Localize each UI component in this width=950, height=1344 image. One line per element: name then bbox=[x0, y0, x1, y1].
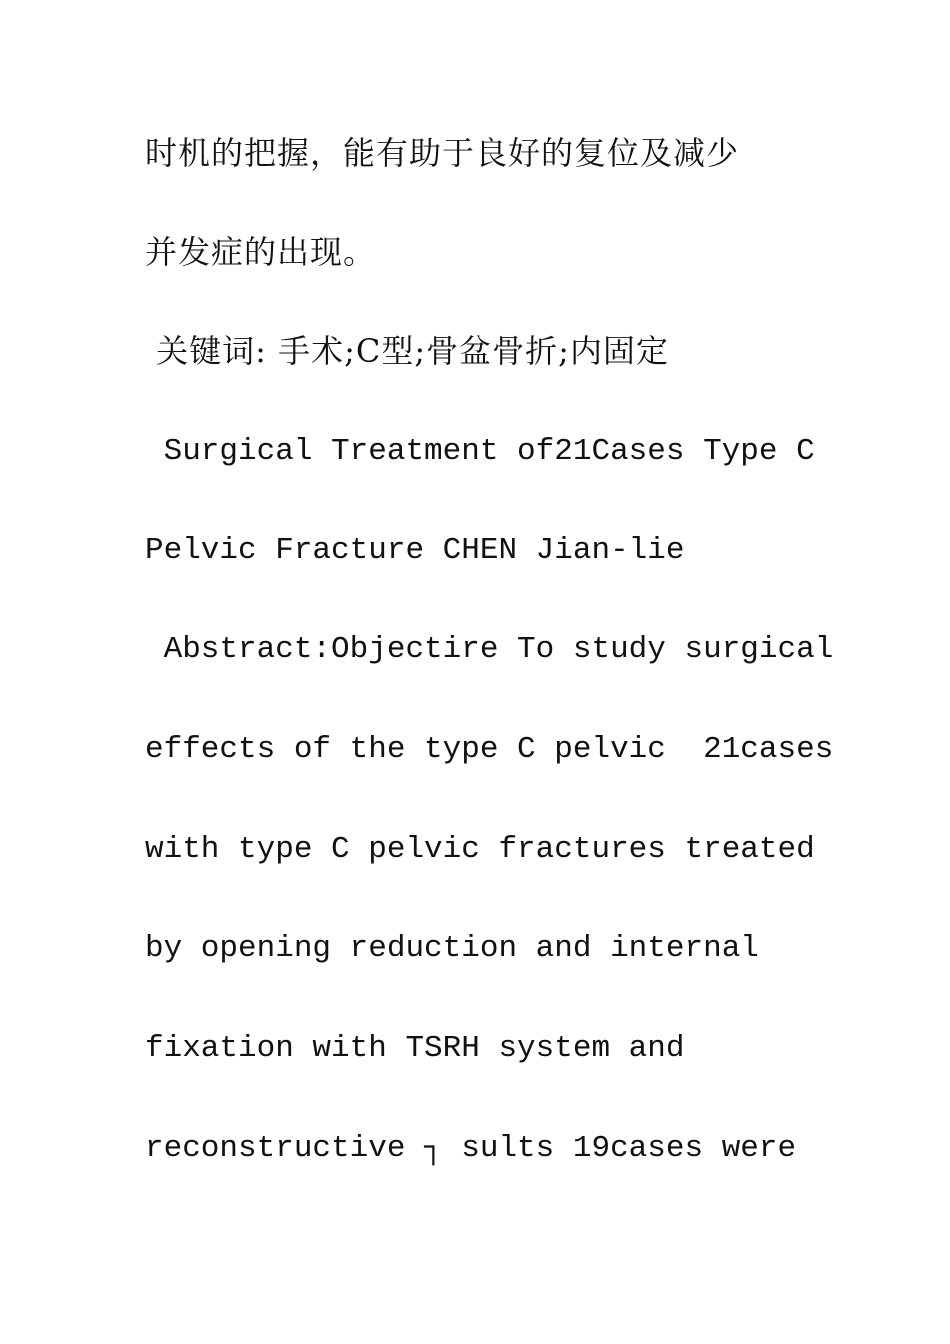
body-text-line-2: 并发症的出现。 bbox=[145, 233, 377, 271]
english-title-line-2: Pelvic Fracture CHEN Jian-lie bbox=[145, 533, 685, 568]
keywords-line: 关键词: 手术;C型;骨盆骨折;内固定 bbox=[145, 332, 669, 370]
abstract-line-3: with type C pelvic fractures treated bbox=[145, 832, 815, 867]
body-text-line-1: 时机的把握，能有助于良好的复位及减少 bbox=[145, 134, 740, 172]
abstract-line-4: by opening reduction and internal bbox=[145, 931, 759, 966]
english-title-line-1: Surgical Treatment of21Cases Type C bbox=[145, 434, 815, 469]
abstract-line-5: fixation with TSRH system and bbox=[145, 1031, 685, 1066]
abstract-line-1: Abstract:Objectire To study surgical bbox=[145, 632, 834, 667]
abstract-line-6: reconstructive ┐ sults 19cases were bbox=[145, 1131, 797, 1166]
abstract-line-2: effects of the type C pelvic 21cases bbox=[145, 732, 834, 767]
